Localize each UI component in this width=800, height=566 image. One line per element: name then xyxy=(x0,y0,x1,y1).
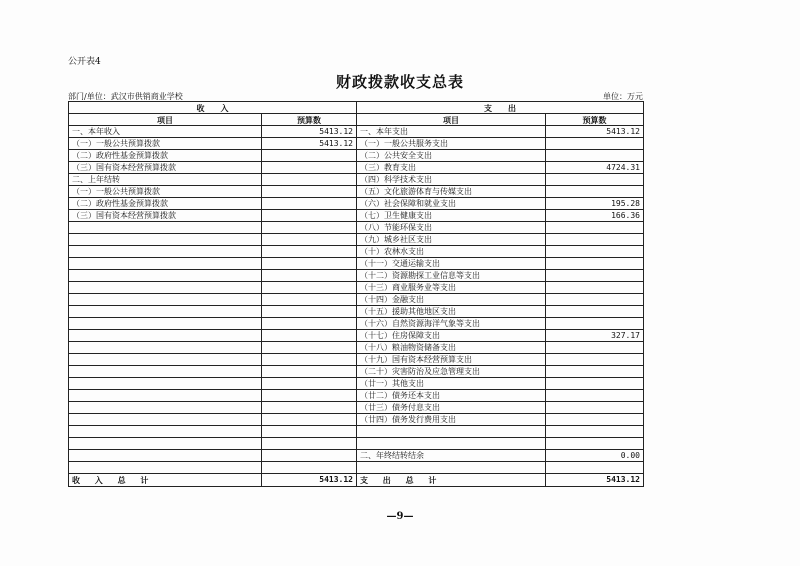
income-value-cell: 5413.12 xyxy=(262,138,357,150)
table-row xyxy=(69,234,644,246)
expense-item-cell: （一）一般公共服务支出 xyxy=(357,138,546,150)
income-value-cell xyxy=(262,174,357,186)
income-value-cell xyxy=(262,246,357,258)
income-item-cell xyxy=(69,318,262,330)
expense-item-cell: （八）节能环保支出 xyxy=(357,222,546,234)
expense-value-cell xyxy=(546,150,644,162)
table-row xyxy=(69,330,644,342)
expense-value-cell xyxy=(546,318,644,330)
income-value-cell xyxy=(262,426,357,438)
expense-item-cell: （十四）金融支出 xyxy=(357,294,546,306)
column-header-row xyxy=(69,114,644,126)
expense-item-header: 项目 xyxy=(357,114,546,126)
income-item-cell xyxy=(69,414,262,426)
income-item-cell xyxy=(69,342,262,354)
income-item-cell xyxy=(69,306,262,318)
income-value-cell xyxy=(262,234,357,246)
income-value-cell xyxy=(262,438,357,450)
expense-value-cell xyxy=(546,258,644,270)
expense-value-cell: 327.17 xyxy=(546,330,644,342)
expense-item-cell: （十）农林水支出 xyxy=(357,246,546,258)
table-row xyxy=(69,342,644,354)
table-row xyxy=(69,294,644,306)
income-value-cell xyxy=(262,462,357,474)
table-row xyxy=(69,126,644,138)
income-item-cell: （一）一般公共预算拨款 xyxy=(69,186,262,198)
income-item-cell: 二、上年结转 xyxy=(69,174,262,186)
income-value-cell xyxy=(262,342,357,354)
income-item-cell xyxy=(69,330,262,342)
expense-value-cell xyxy=(546,402,644,414)
expense-value-cell: 0.00 xyxy=(546,450,644,462)
expense-value-cell: 195.28 xyxy=(546,198,644,210)
expense-value-cell: 166.36 xyxy=(546,210,644,222)
table-row xyxy=(69,282,644,294)
expense-item-cell: （十六）自然资源海洋气象等支出 xyxy=(357,318,546,330)
expense-item-cell: （九）城乡社区支出 xyxy=(357,234,546,246)
income-item-cell xyxy=(69,270,262,282)
table-row xyxy=(69,462,644,474)
table-row xyxy=(69,150,644,162)
income-item-cell xyxy=(69,438,262,450)
expense-item-cell xyxy=(357,426,546,438)
income-item-cell: 一、本年收入 xyxy=(69,126,262,138)
total-row xyxy=(69,474,644,487)
expense-item-cell: （六）社会保障和就业支出 xyxy=(357,198,546,210)
expense-value-cell xyxy=(546,138,644,150)
expense-value-cell xyxy=(546,438,644,450)
income-item-cell xyxy=(69,294,262,306)
expense-total-label: 支 出 总 计 xyxy=(357,474,546,487)
income-value-cell xyxy=(262,258,357,270)
income-header: 收 入 xyxy=(69,102,357,114)
expense-item-cell: （廿一）其他支出 xyxy=(357,378,546,390)
table-row xyxy=(69,186,644,198)
page-title: 财政拨款收支总表 xyxy=(335,73,464,91)
expense-item-cell: （十七）住房保障支出 xyxy=(357,330,546,342)
expense-item-cell: （十九）国有资本经营预算支出 xyxy=(357,354,546,366)
income-item-cell xyxy=(69,282,262,294)
table-row xyxy=(69,270,644,282)
expense-value-cell xyxy=(546,342,644,354)
income-item-cell xyxy=(69,462,262,474)
expense-value-cell xyxy=(546,306,644,318)
table-row xyxy=(69,258,644,270)
expense-total-value: 5413.12 xyxy=(546,474,644,487)
expense-item-cell: （四）科学技术支出 xyxy=(357,174,546,186)
expense-item-cell: （十一）交通运输支出 xyxy=(357,258,546,270)
income-item-cell: （一）一般公共预算拨款 xyxy=(69,138,262,150)
expense-item-cell: （廿三）债务付息支出 xyxy=(357,402,546,414)
expense-value-cell xyxy=(546,378,644,390)
expense-item-cell: （七）卫生健康支出 xyxy=(357,210,546,222)
expense-value-cell xyxy=(546,246,644,258)
expense-value-cell xyxy=(546,234,644,246)
income-item-cell xyxy=(69,246,262,258)
expense-value-cell xyxy=(546,414,644,426)
table-row xyxy=(69,438,644,450)
income-item-header: 项目 xyxy=(69,114,262,126)
expense-item-cell: 二、年终结转结余 xyxy=(357,450,546,462)
expense-item-cell: （廿二）债务还本支出 xyxy=(357,390,546,402)
income-value-cell xyxy=(262,414,357,426)
table-row xyxy=(69,354,644,366)
income-item-cell xyxy=(69,426,262,438)
income-value-cell xyxy=(262,198,357,210)
expense-item-cell: （十八）粮油物资储备支出 xyxy=(357,342,546,354)
expense-value-cell xyxy=(546,390,644,402)
income-item-cell: （三）国有资本经营预算拨款 xyxy=(69,162,262,174)
department-label: 部门/单位：武汉市供销商业学校 xyxy=(68,92,183,101)
income-item-cell xyxy=(69,234,262,246)
income-item-cell: （三）国有资本经营预算拨款 xyxy=(69,210,262,222)
table-row xyxy=(69,174,644,186)
table-row xyxy=(69,222,644,234)
table-row xyxy=(69,198,644,210)
table-row xyxy=(69,366,644,378)
expense-value-cell xyxy=(546,222,644,234)
income-value-cell xyxy=(262,330,357,342)
expense-item-cell: （廿四）债务发行费用支出 xyxy=(357,414,546,426)
section-header-row xyxy=(69,102,644,114)
expense-item-cell: （十三）商业服务业等支出 xyxy=(357,282,546,294)
table-row xyxy=(69,318,644,330)
table-row xyxy=(69,210,644,222)
income-value-cell xyxy=(262,306,357,318)
expense-budget-header: 预算数 xyxy=(546,114,644,126)
expense-item-cell: （五）文化旅游体育与传媒支出 xyxy=(357,186,546,198)
table-row xyxy=(69,426,644,438)
income-budget-header: 预算数 xyxy=(262,114,357,126)
income-value-cell xyxy=(262,150,357,162)
income-value-cell xyxy=(262,318,357,330)
income-value-cell xyxy=(262,282,357,294)
table-row xyxy=(69,138,644,150)
budget-table xyxy=(68,101,644,487)
income-value-cell xyxy=(262,354,357,366)
table-row xyxy=(69,402,644,414)
income-value-cell xyxy=(262,222,357,234)
expense-value-cell xyxy=(546,426,644,438)
income-value-cell xyxy=(262,366,357,378)
table-tag: 公开表4 xyxy=(68,57,101,67)
income-value-cell xyxy=(262,186,357,198)
expense-item-cell xyxy=(357,438,546,450)
income-value-cell xyxy=(262,270,357,282)
income-item-cell xyxy=(69,390,262,402)
expense-item-cell: 一、本年支出 xyxy=(357,126,546,138)
income-value-cell: 5413.12 xyxy=(262,126,357,138)
expense-value-cell xyxy=(546,294,644,306)
expense-header: 支 出 xyxy=(357,102,644,114)
income-item-cell xyxy=(69,222,262,234)
expense-item-cell: （十五）援助其他地区支出 xyxy=(357,306,546,318)
table-row xyxy=(69,378,644,390)
expense-value-cell xyxy=(546,282,644,294)
income-value-cell xyxy=(262,378,357,390)
expense-value-cell xyxy=(546,462,644,474)
income-item-cell xyxy=(69,402,262,414)
income-item-cell xyxy=(69,450,262,462)
expense-value-cell xyxy=(546,174,644,186)
table-row xyxy=(69,414,644,426)
income-item-cell xyxy=(69,258,262,270)
expense-item-cell: （二十）灾害防治及应急管理支出 xyxy=(357,366,546,378)
income-item-cell xyxy=(69,366,262,378)
table-row xyxy=(69,162,644,174)
expense-value-cell: 4724.31 xyxy=(546,162,644,174)
expense-item-cell xyxy=(357,462,546,474)
expense-item-cell: （二）公共安全支出 xyxy=(357,150,546,162)
income-item-cell: （二）政府性基金预算拨款 xyxy=(69,198,262,210)
table-row xyxy=(69,450,644,462)
unit-label: 单位：万元 xyxy=(603,92,643,101)
expense-item-cell: （十二）资源勘探工业信息等支出 xyxy=(357,270,546,282)
expense-value-cell xyxy=(546,270,644,282)
expense-item-cell: （三）教育支出 xyxy=(357,162,546,174)
income-total-label: 收 入 总 计 xyxy=(69,474,262,487)
expense-value-cell xyxy=(546,186,644,198)
page-number: —9— xyxy=(386,511,414,522)
income-value-cell xyxy=(262,390,357,402)
income-value-cell xyxy=(262,210,357,222)
income-item-cell xyxy=(69,378,262,390)
table-row xyxy=(69,246,644,258)
income-value-cell xyxy=(262,402,357,414)
income-item-cell xyxy=(69,354,262,366)
income-total-value: 5413.12 xyxy=(262,474,357,487)
expense-value-cell xyxy=(546,354,644,366)
income-value-cell xyxy=(262,450,357,462)
table-row xyxy=(69,306,644,318)
income-value-cell xyxy=(262,162,357,174)
income-value-cell xyxy=(262,294,357,306)
income-item-cell: （二）政府性基金预算拨款 xyxy=(69,150,262,162)
table-row xyxy=(69,390,644,402)
expense-value-cell xyxy=(546,366,644,378)
expense-value-cell: 5413.12 xyxy=(546,126,644,138)
